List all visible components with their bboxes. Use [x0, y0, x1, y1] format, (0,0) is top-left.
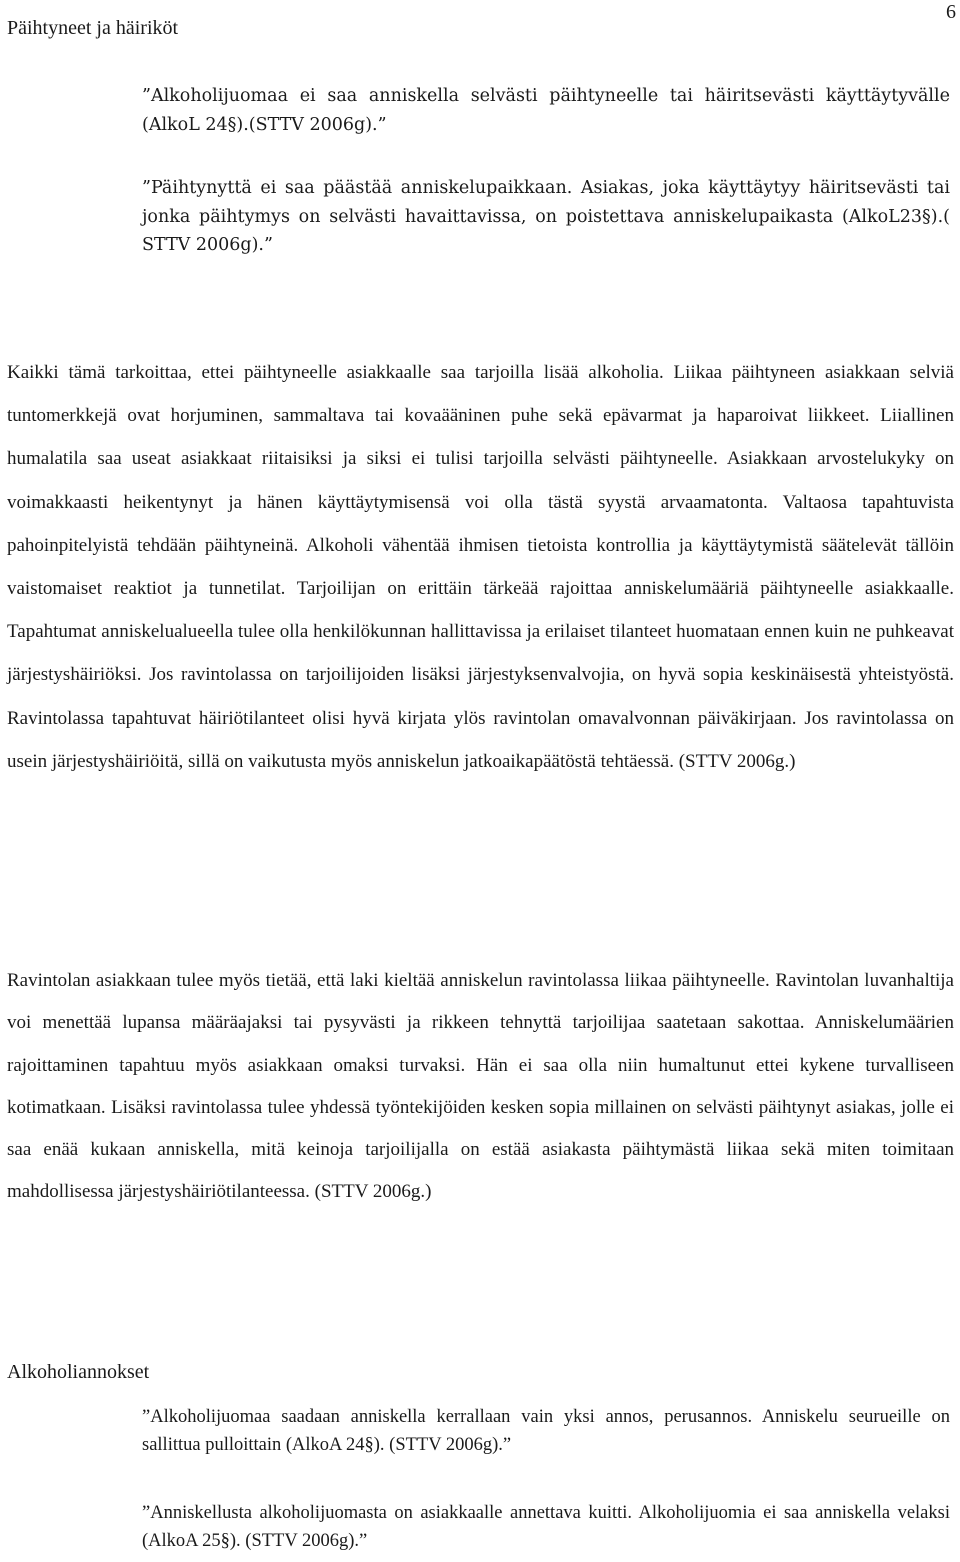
quote-block-4: ”Anniskellusta alkoholijuomasta on asiakkaalle annettava kuitti. Alkoholijuomia ei saa anniskella velaksi (AlkoA 25§). (STTV 2006g).” — [142, 1503, 950, 1551]
quote-block-1: ”Alkoholijuomaa ei saa anniskella selvästi päihtyneelle tai häiritsevästi käyttäytyvälle (AlkoL 24§).(STTV 2006g).” — [142, 86, 950, 135]
body-paragraph-2: Ravintolan asiakkaan tulee myös tietää, että laki kieltää anniskelun ravintolassa liikaa päihtyneelle. Ravintolan luvanhaltija voi menettää lupansa määräajaksi tai pysyvästi ja rikkeen tehnyttä tarjoilijaa saatetaan sakottaa. Anniskelumäärien rajoittaminen tapahtuu myös asiakkaan omaksi turvaksi. Hän ei saa olla niin humaltunut ettei kykene turvalliseen kotimatkaan. Lisäksi ravintolassa tulee yhdessä työntekijöiden kesken sopia millainen on selvästi päihtynyt asiakas, jolle ei saa enää kukaan anniskella, mitä keinoja tarjoilijalla on estää asiakasta päihtymästä liikaa sekä miten toimitaan mahdollisessa järjestyshäiriötilanteessa. (STTV 2006g.) — [7, 970, 954, 1203]
quote-block-3: ”Alkoholijuomaa saadaan anniskella kerrallaan vain yksi annos, perusannos. Anniskelu seurueille on sallittua pulloittain (AlkoA 24§). (STTV 2006g).” — [142, 1407, 950, 1455]
page-number: 6 — [946, 1, 956, 23]
body-paragraph-1: Kaikki tämä tarkoittaa, ettei päihtyneelle asiakkaalle saa tarjoilla lisää alkoholia. Liikaa päihtyneen asiakkaan selviä tuntomerkkejä ovat horjuminen, sammaltava tai kovaääninen puhe sekä epävarmat ja haparoivat liikkeet. Liiallinen humalatila saa useat asiakkaat riitaisiksi ja siksi ei tulisi tarjoilla selvästi päihtyneelle. Asiakkaan arvostelukyky on voimakkaasti heikentynyt ja hänen käyttäytymisensä voi olla tästä syystä arvaamatonta. Valtaosa tapahtuvista pahoinpitelyistä tehdään päihtyneinä. Alkoholi vähentää ihmisen tietoista kontrollia ja käyttäytymistä säätelevät tällöin vaistomaiset reaktiot ja tunnetilat. Tarjoilijan on erittäin tärkeää rajoittaa anniskelumääriä päihtyneelle asiakkaalle. Tapahtumat anniskelualueella tulee olla henkilökunnan hallittavissa ja erilaiset tilanteet huomataan ennen kuin ne puhkeavat järjestyshäiriöksi. Jos ravintolassa on tarjoilijoiden lisäksi järjestyksenvalvojia, on hyvä sopia keskinäisestä yhteistyöstä. Ravintolassa tapahtuvat häiriötilanteet olisi hyvä kirjata ylös ravintolan omavalvonnan päiväkirjaan. Jos ravintolassa on usein järjestyshäiriöitä, sillä on vaikutusta myös anniskelun jatkoaikapäätöstä tehtäessä. (STTV 2006g.) — [7, 362, 954, 772]
section-heading-intoxicated: Päihtyneet ja häiriköt — [7, 17, 179, 39]
quote-block-2: ”Päihtynyttä ei saa päästää anniskelupaikkaan. Asiakas, joka käyttäytyy häiritsevästi tai jonka päihtymys on selvästi havaittavissa, on poistettava anniskelupaikasta (AlkoL23§).( STTV 2006g).” — [142, 178, 950, 255]
section-heading-portions: Alkoholiannokset — [7, 1361, 150, 1383]
